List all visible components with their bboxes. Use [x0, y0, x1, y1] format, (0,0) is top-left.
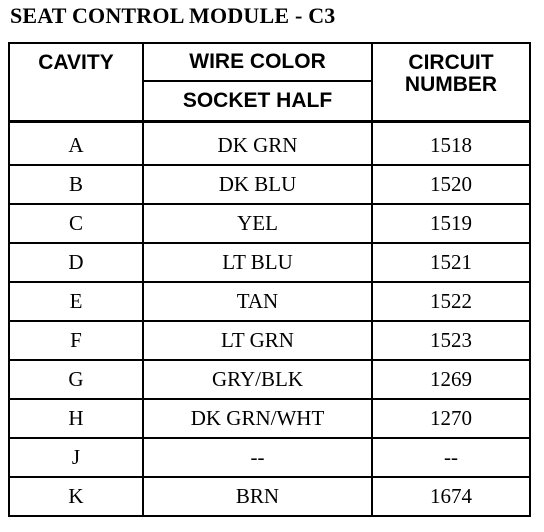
- circuit-number-column-header: [372, 43, 530, 122]
- circuit-header-line1: CIRCUIT: [408, 51, 494, 74]
- wire-color-cell: LT GRN: [143, 321, 372, 360]
- cavity-cell: A: [9, 122, 143, 166]
- circuit-number-cell: --: [372, 438, 530, 477]
- table-row: [9, 165, 530, 204]
- wire-color-cell: DK GRN/WHT: [143, 399, 372, 438]
- circuit-number-cell: 1269: [372, 360, 530, 399]
- circuit-number-cell: 1674: [372, 477, 530, 516]
- circuit-number-cell: 1521: [372, 243, 530, 282]
- wire-color-cell: YEL: [143, 204, 372, 243]
- cavity-cell: G: [9, 360, 143, 399]
- circuit-header-line2: NUMBER: [404, 73, 498, 96]
- table-row: [9, 204, 530, 243]
- wire-color-cell: DK GRN: [143, 122, 372, 166]
- cavity-cell: D: [9, 243, 143, 282]
- table-row: [9, 243, 530, 282]
- socket-half-subheader: SOCKET HALF: [143, 81, 372, 122]
- cavity-cell: C: [9, 204, 143, 243]
- circuit-number-cell: 1523: [372, 321, 530, 360]
- header-row: [9, 43, 530, 81]
- cavity-cell: F: [9, 321, 143, 360]
- table-row: [9, 122, 530, 166]
- table-row: [9, 360, 530, 399]
- wire-color-cell: BRN: [143, 477, 372, 516]
- circuit-number-cell: 1522: [372, 282, 530, 321]
- cavity-cell: B: [9, 165, 143, 204]
- wire-color-cell: DK BLU: [143, 165, 372, 204]
- table-header: [9, 43, 530, 122]
- circuit-number-cell: 1270: [372, 399, 530, 438]
- table-row: [9, 477, 530, 516]
- connector-pinout-table: [8, 42, 531, 517]
- wire-color-cell: GRY/BLK: [143, 360, 372, 399]
- cavity-cell: E: [9, 282, 143, 321]
- cavity-cell: J: [9, 438, 143, 477]
- table-body: [9, 122, 530, 517]
- wire-color-cell: LT BLU: [143, 243, 372, 282]
- circuit-number-cell: 1520: [372, 165, 530, 204]
- table-row: [9, 282, 530, 321]
- cavity-cell: H: [9, 399, 143, 438]
- wire-color-cell: TAN: [143, 282, 372, 321]
- wire-color-column-header: WIRE COLOR: [143, 43, 372, 81]
- table-row: [9, 399, 530, 438]
- table-row: [9, 438, 530, 477]
- circuit-number-cell: 1519: [372, 204, 530, 243]
- cavity-column-header: CAVITY: [9, 43, 143, 122]
- document-title: SEAT CONTROL MODULE - C3: [10, 3, 336, 28]
- cavity-cell: K: [9, 477, 143, 516]
- table-row: [9, 321, 530, 360]
- wire-color-cell: --: [143, 438, 372, 477]
- circuit-number-cell: 1518: [372, 122, 530, 166]
